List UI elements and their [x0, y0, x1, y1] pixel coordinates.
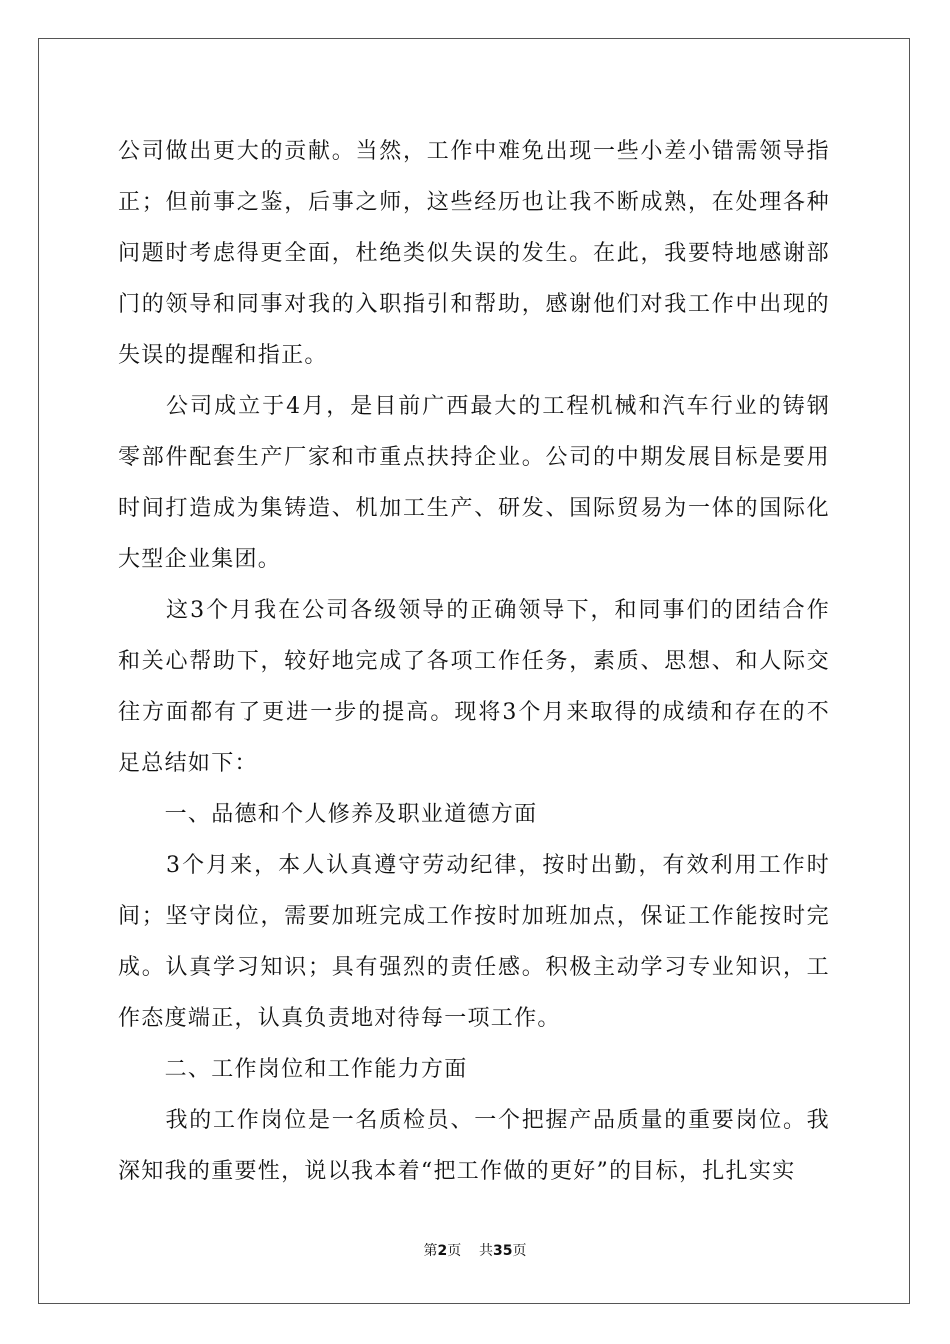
paragraph-5: 我的工作岗位是一名质检员、一个把握产品质量的重要岗位。我深知我的重要性，说以我本着“把工作做的更好”的目标，扎扎实实	[118, 1108, 830, 1184]
page-footer	[0, 1240, 950, 1260]
page-number: 2	[437, 1243, 448, 1259]
section-heading-1: 一、品德和个人修养及职业道德方面	[118, 802, 538, 827]
paragraph-4: 3个月来，本人认真遵守劳动纪律，按时出勤，有效利用工作时间；坚守岗位，需要加班完成工作按时加班加点，保证工作能按时完成。认真学习知识；具有强烈的责任感。积极主动学习专业知识，工作态度端正，认真负责地对待每一项工作。	[118, 853, 830, 1031]
section-heading-2: 二、工作岗位和工作能力方面	[118, 1057, 468, 1082]
total-prefix: 共	[479, 1243, 494, 1259]
paragraph-1: 公司做出更大的贡献。当然，工作中难免出现一些小差小错需领导指正；但前事之鉴，后事之师，这些经历也让我不断成熟，在处理各种问题时考虑得更全面，杜绝类似失误的发生。在此，我要特地感谢部门的领导和同事对我的入职指引和帮助，感谢他们对我工作中出现的失误的提醒和指正。	[118, 139, 830, 368]
document-body	[118, 126, 830, 1197]
paragraph-2: 公司成立于4月，是目前广西最大的工程机械和汽车行业的铸钢零部件配套生产厂家和市重点扶持企业。公司的中期发展目标是要用时间打造成为集铸造、机加工生产、研发、国际贸易为一体的国际化大型企业集团。	[118, 394, 830, 572]
total-suffix: 页	[512, 1243, 527, 1259]
page-suffix: 页	[447, 1243, 462, 1259]
page-prefix: 第	[423, 1243, 438, 1259]
total-pages: 35	[493, 1243, 513, 1259]
paragraph-3: 这3个月我在公司各级领导的正确领导下，和同事们的团结合作和关心帮助下，较好地完成了各项工作任务，素质、思想、和人际交往方面都有了更进一步的提高。现将3个月来取得的成绩和存在的不足总结如下：	[118, 598, 830, 776]
